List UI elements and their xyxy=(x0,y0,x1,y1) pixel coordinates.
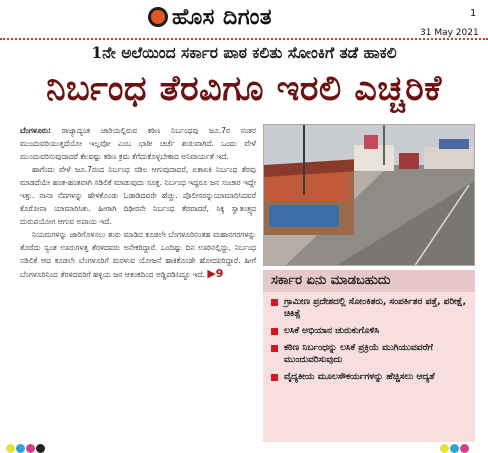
masthead-divider xyxy=(0,38,488,40)
registration-mark-icon xyxy=(6,444,15,453)
sidebar-title: ಸರ್ಕಾರ ಏನು ಮಾಡಬಹುದು xyxy=(263,270,475,292)
registration-mark-icon xyxy=(16,444,25,453)
article-paragraph: ಹಾಗೆಂದು ವೇಳೆ ಜೂ.7ರಂದ ನಿರ್ಬಂಧ ಸಡಿಲ ಆಗುವುದಾದರೆ, ಏಕಾಏಕಿ ನಿರ್ಬಂಧ ತೆರವು ಮಾಡದೆಯೇ ಹಂತ-ಹಂತವಾಗಿ ಸಡಿಲಿಕೆ ಮಾಡುವುದು ಸೂಕ್ತ. ನಿರ್ಬಂಧ ಇದ್ದರೂ ಜನ ಸಂಚಾರ ಇದ್ದೇ ಇತ್ತು. ನಾನಾ ನೆಪಗಳನ್ನು ಹೇಳಿಕೊಂಡು ಓಡಾಡಿದವರೇ ಹೆಚ್ಚು. ಪೊಲೀಸರನ್ನುಯಾಮಾರಿಸಿದವರೆ ಕೊರೋನಾ ಯಾಮಾರಿಸಿತು. ಹೀಗಾಗಿ ದಿಢೀರನೇ ನಿರ್ಬಂಧ ತೆರವಾದರೆ, ಸಿಕ್ಕ ಸ್ವಾತಂತ್ರ್ಯದ ದುರುಪಯೋಗ ಆಗುವ ಅಪಾಯ ಇದೆ. xyxy=(20,165,256,226)
list-item: ಲಸಿಕೆ ಅಭಿಯಾನ ಚುರುಕುಗೊಳಿಸಿ xyxy=(271,325,469,337)
page-number: 1 xyxy=(470,8,477,19)
list-item: ವೈದ್ಯಕೀಯ ಮೂಲಸೌಕರ್ಯಗಳನ್ನು ಹೆಚ್ಚಿಸಲು ಆದ್ಯತೆ xyxy=(271,371,469,383)
list-item: ಕಠಿಣ ನಿರ್ಬಂಧನ್ನು ಲಸಿಕೆ ಪ್ರಕ್ರಿಯೆ ಮುಗಿಯುವವರೆಗೆ ಮುಂದುವರಿಸುವುದು xyxy=(271,342,469,366)
street-scene-image xyxy=(264,125,475,266)
masthead xyxy=(0,0,488,38)
square-bullet-icon xyxy=(271,328,278,335)
sidebar-list xyxy=(271,296,469,388)
sun-logo-icon xyxy=(148,7,168,27)
article-strap: 1ನೇ ಅಲೆಯಿಂದ ಸರ್ಕಾರ ಪಾಠ ಕಲಿತು ಸೋಂಕಿಗೆ ತಡೆ ಹಾಕಲಿ xyxy=(91,43,397,62)
edition-date: 31 May 2021 xyxy=(420,28,479,38)
registration-mark-icon xyxy=(36,444,45,453)
article-body xyxy=(20,124,256,281)
continued-marker: ▶9 xyxy=(207,267,224,280)
registration-mark-icon xyxy=(450,444,459,453)
registration-mark-icon xyxy=(460,444,469,453)
list-item: ಗ್ರಾಮೀಣ ಪ್ರದೇಶದಲ್ಲಿ ಸೋಂಕಿತರು, ಸಂಪರ್ಕಿತರ ಪತ್ತೆ, ಪರೀಕ್ಷೆ, ಚಿಕಿತ್ಸೆ xyxy=(271,296,469,320)
article-paragraph: ಬೆಂಗಳೂರು: ರಾಜ್ಯಾದ್ಯಂತ ಜಾರಿಯಲ್ಲಿರುವ ಕಠಿಣ ನಿರ್ಬಂಧವು ಜೂ.7ರ ನಂತರ ಮುಂದುವರಿಯುತ್ತದೆಯೋ ಇಲ್ಲವೋ ಎಂಬ ಭಾರೀ ಚರ್ಚೆ ಶುರುವಾಗಿದೆ. ಒಂದು ವೇಳೆ ಮುಂದುವರಿಸುವುದಾದರೆ ಕೆಲವಷ್ಟು ಕಠಿಣ ಕ್ರಮ ಕೆಗೆದುಕೊಳ್ಳಬೇಕಾದ ಅನಿವಾರ್ಯತೆ ಇದೆ. xyxy=(20,126,256,161)
sidebar-box xyxy=(263,270,475,442)
registration-mark-icon xyxy=(440,444,449,453)
square-bullet-icon xyxy=(271,374,278,381)
registration-mark-icon xyxy=(26,444,35,453)
square-bullet-icon xyxy=(271,345,278,352)
empty-street-photo xyxy=(263,124,475,266)
logo-text: ಹೊಸ ದಿಗಂತ xyxy=(172,4,273,30)
newspaper-logo xyxy=(148,4,272,30)
dateline: ಬೆಂಗಳೂರು: xyxy=(20,126,52,135)
article-paragraph: ನಿಯಮಗಳನ್ನು ಜಾರಿಗೊಳಿಸಲು ಶುರು ಮಾಡಿದ ಕೂಡಲೇ ಬೆಂಗಳೂರಿನಂತಹ ಮಹಾನಗರಗಳನ್ನು ತೊರೆದು ಸ್ವಂತ ಊರುಗಳತ್ತ ತೆರಳಿದವರು ಅನೇಕರಿದ್ದಾರೆ. ಒಂದಿಷ್ಟು ದಿನ ಊರಿನಲ್ಲಿದ್ದು, ನಿರ್ಬಂಧ ಸಡಿಲಿಕೆ ಆದ ಕೂಡಲೇ ಬೆಂಗಳೂರಿಗೆ ಮರಳುವ ಯೋಜನೆ ಹಾಕಿಕೊಂಡೇ ಹೋದವರಿದ್ದಾರೆ. ಹೀಗೆ ಬೆಂಗಳೂರಿನಿಂದ ತೆರಳಿದವರಿಗೆ ಹಳ್ಳಿಯ ಜನ ಆತಂಕದಿಂದ ಅಡ್ಡಿಪಡಿಸಿದ್ದೂ ಇದೆ. ▶9 xyxy=(20,230,256,280)
square-bullet-icon xyxy=(271,299,278,306)
article-headline: ನಿರ್ಬಂಧ ತೆರವಿಗೂ ಇರಲಿ ಎಚ್ಚರಿಕೆ xyxy=(46,68,442,109)
